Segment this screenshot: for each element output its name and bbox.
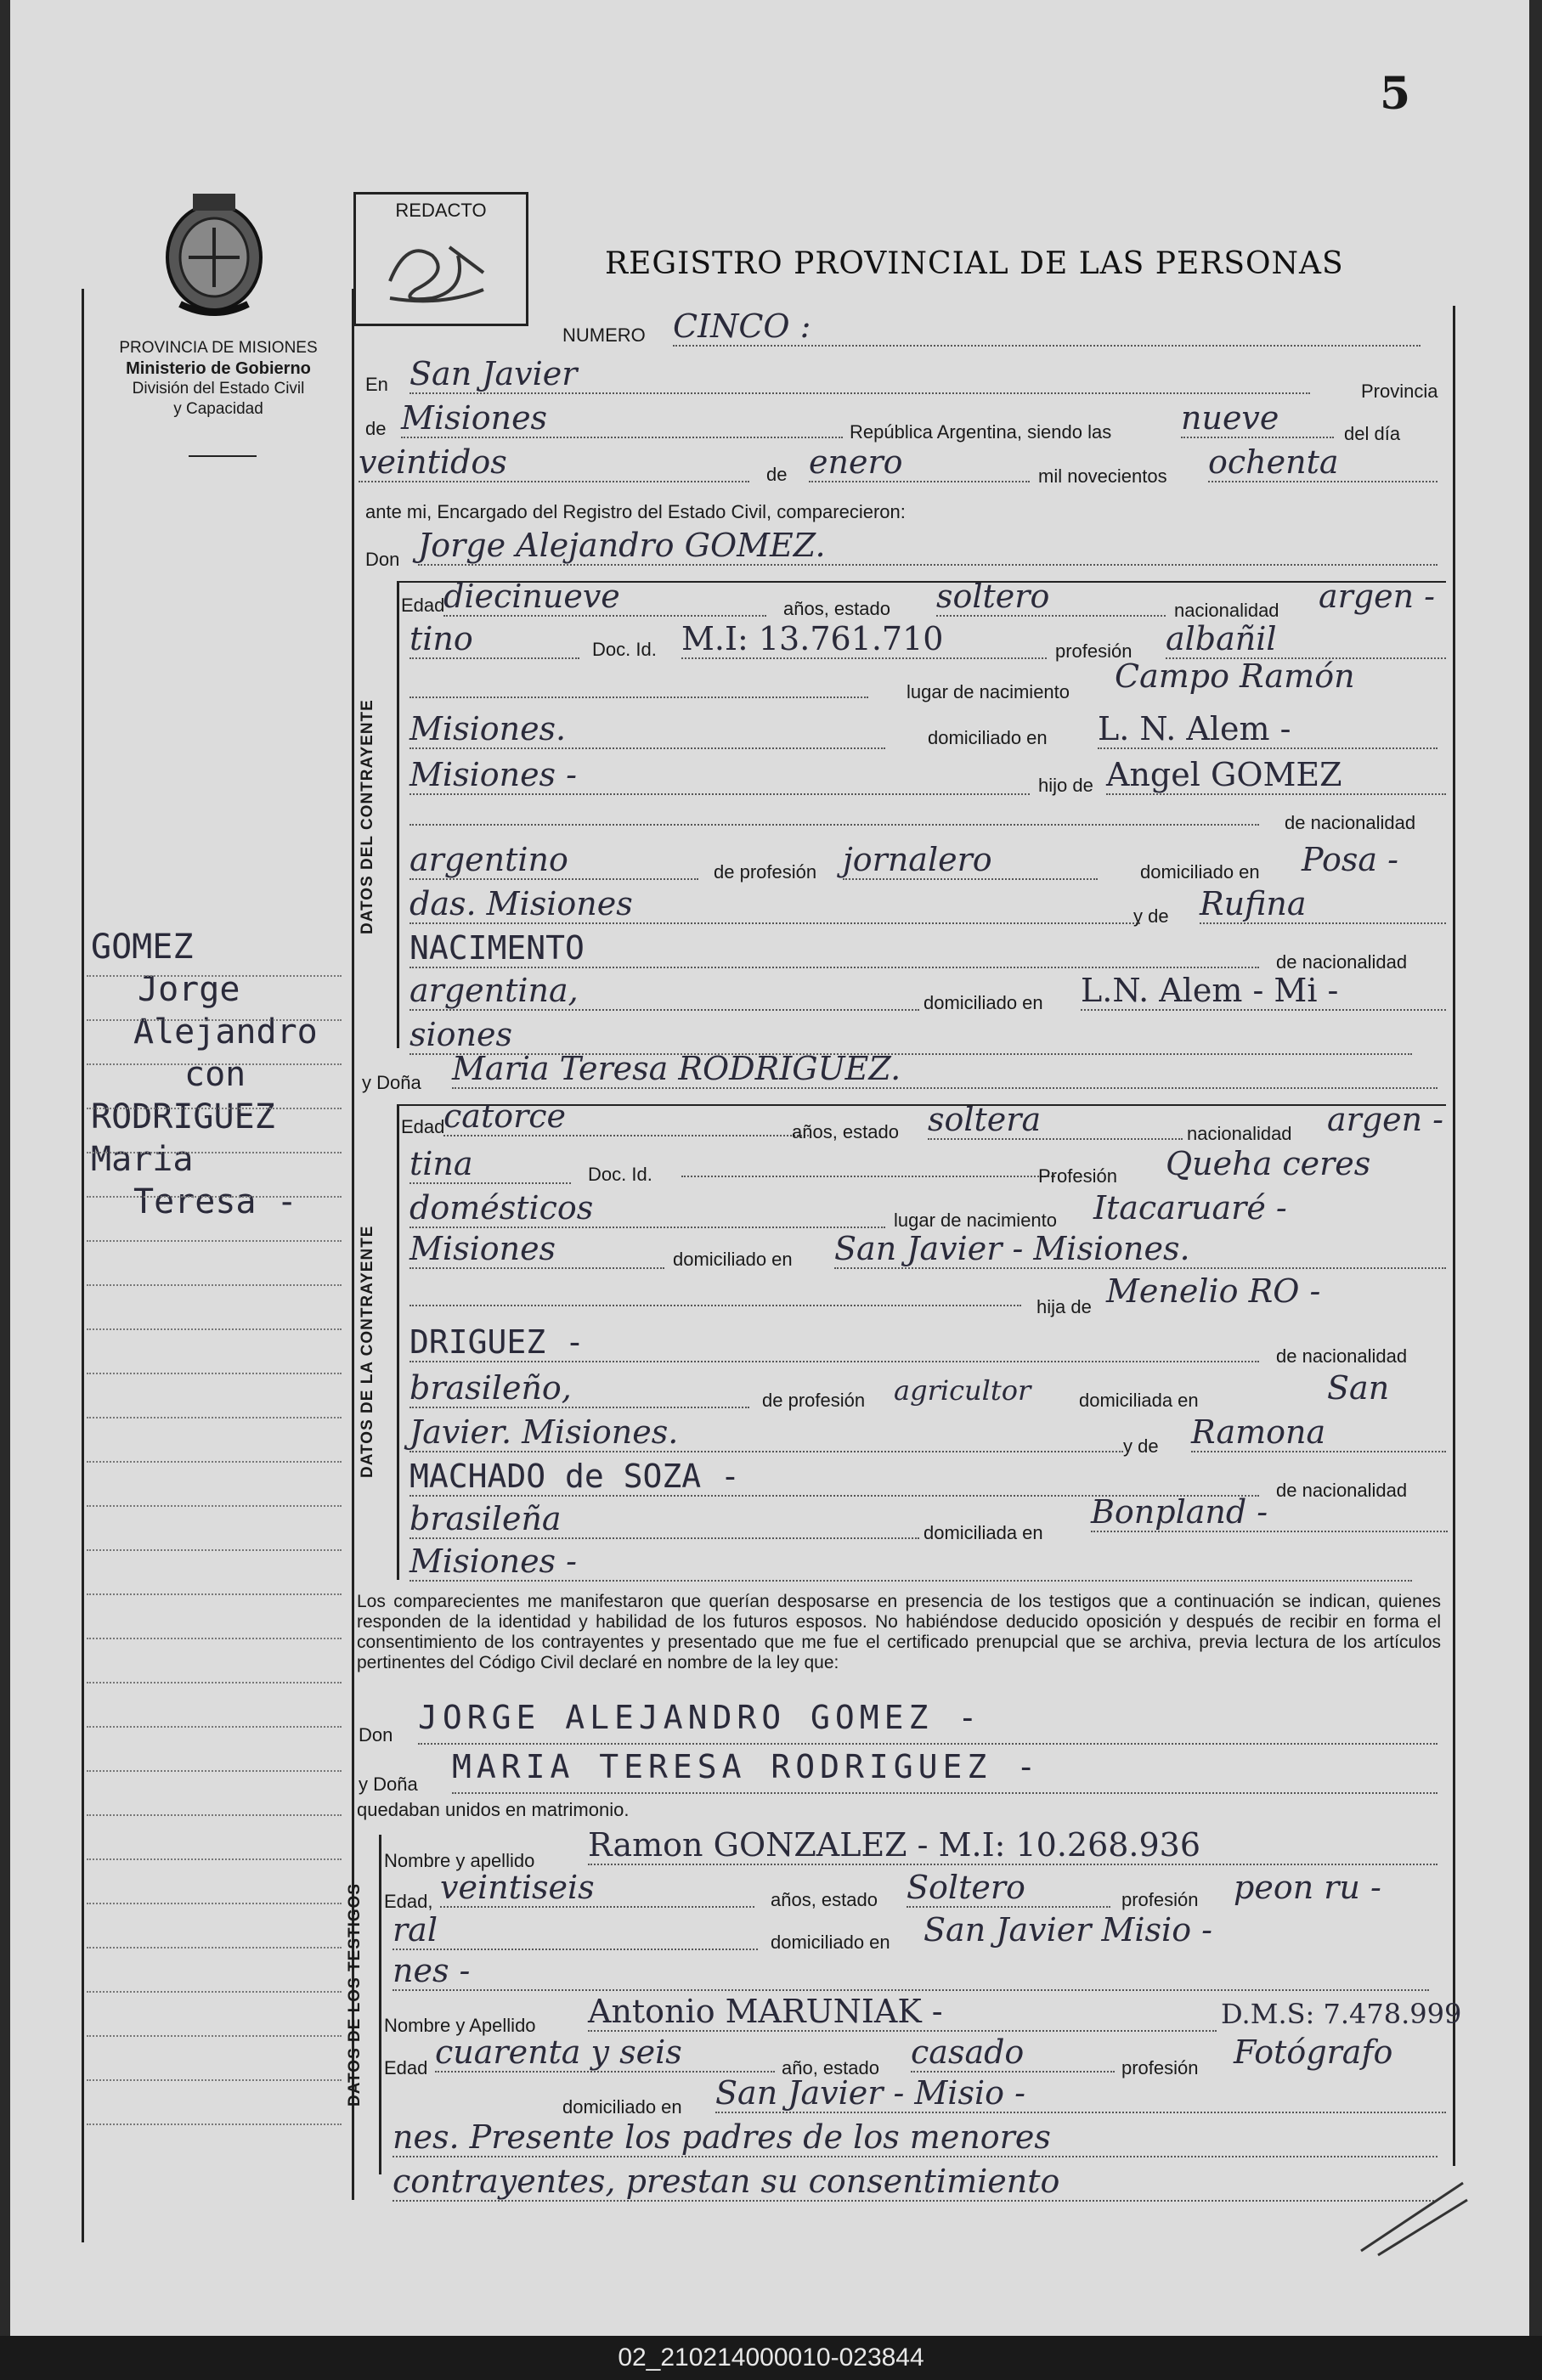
en-label: En: [365, 374, 388, 395]
contrayenta-section-label: DATOS DE LA CONTRAYENTE: [359, 1225, 376, 1478]
madre-domicilio: L.N. Alem - Mi -: [1081, 972, 1446, 1011]
contrayente-madre: Rufina: [1200, 885, 1446, 924]
t1-estado: Soltero: [907, 1869, 1110, 1908]
madre-cont: NACIMENTO: [410, 929, 1259, 968]
margin-line6: Maria: [91, 1140, 194, 1179]
contrayenta-padre-dom-label: domiciliada en: [1079, 1390, 1199, 1411]
contrayenta-padre-prof-label: de profesión: [762, 1390, 866, 1411]
contrayenta-nac-cont: tina: [410, 1145, 571, 1184]
declaracion-dona-label: y Doña: [359, 1774, 418, 1795]
padre-domicilio-label: domiciliado en: [1140, 861, 1260, 883]
left-rule: [82, 289, 84, 2242]
nacionalidad-label-2: nacionalidad: [1187, 1123, 1292, 1144]
contrayenta-madre-dom-cont: Misiones -: [410, 1542, 1412, 1582]
contrayenta-domicilio: San Javier - Misiones.: [834, 1230, 1446, 1269]
ante-text: ante mi, Encargado del Registro del Estado Civil, comparecieron:: [365, 501, 906, 522]
contrayenta-profesion: Queha ceres: [1166, 1145, 1371, 1182]
issuer-block: [95, 338, 342, 420]
de-nacionalidad-label-3: de nacionalidad: [1276, 1345, 1408, 1367]
t2-anios-label: año, estado: [782, 2057, 879, 2078]
margin-line1: GOMEZ: [91, 928, 194, 967]
contrayente-edad: diecinueve: [443, 578, 766, 617]
contrayente-section-label: DATOS DEL CONTRAYENTE: [359, 699, 376, 934]
page-number: 5: [1380, 68, 1411, 120]
nota-line2: contrayentes, prestan su consentimiento: [393, 2163, 1438, 2202]
t2-doc: D.M.S: 7.478.999: [1221, 1998, 1462, 2030]
issuer-divider: [189, 455, 257, 457]
lugar-nac-label: lugar de nacimiento: [907, 681, 1070, 702]
doc-label: Doc. Id.: [592, 639, 657, 660]
profesion-label-2: Profesión: [1038, 1165, 1117, 1187]
anios-label-2: años, estado: [792, 1121, 899, 1142]
declaracion-dona: MARIA TERESA RODRIGUEZ -: [452, 1748, 1438, 1794]
contrayente-domicilio: L. N. Alem -: [1098, 710, 1438, 749]
register-title: REGISTRO PROVINCIAL DE LAS PERSONAS: [605, 246, 1344, 281]
contrayenta-madre-dom-label: domiciliada en: [924, 1522, 1043, 1543]
contrayente-domicilio-cont: Misiones -: [410, 756, 1030, 795]
dia-value: veintidos: [359, 443, 749, 482]
padre-domicilio: Posa -: [1302, 841, 1398, 878]
t2-dom: San Javier - Misio -: [715, 2074, 1446, 2113]
contrayenta-padre-dom: San: [1327, 1369, 1390, 1407]
y-de-label-2: y de: [1123, 1435, 1159, 1457]
edad-label: Edad: [401, 595, 445, 616]
padre-profesion-label: de profesión: [714, 861, 817, 883]
t2-estado: casado: [911, 2033, 1115, 2073]
edad-label-2: Edad: [401, 1116, 445, 1137]
t2-nombre: Antonio MARUNIAK -: [588, 1993, 1217, 2032]
t1-prof-cont: ral: [393, 1911, 758, 1950]
de-nacionalidad-label2: de nacionalidad: [1276, 951, 1408, 973]
hija-label: hija de: [1036, 1296, 1092, 1317]
contrayente-profesion: albañil: [1166, 620, 1446, 659]
t1-dom: San Javier Misio -: [924, 1911, 1212, 1949]
margin-note: [91, 926, 318, 1223]
testigos-section-label: DATOS DE LOS TESTIGOS: [346, 1882, 364, 2106]
contrayenta-padre-cont: DRIGUEZ -: [410, 1323, 1259, 1362]
dona-label: y Doña: [362, 1072, 421, 1093]
seal-emblem: [155, 185, 274, 321]
contrayenta-madre-cont: MACHADO de SOZA -: [410, 1458, 1259, 1497]
padre-profesion: jornalero: [843, 841, 1098, 880]
contrayente-nombre: Jorge Alejandro GOMEZ.: [418, 527, 1438, 566]
don-label: Don: [365, 549, 400, 570]
contrayenta-lugar-nac: Itacaruaré -: [1093, 1189, 1287, 1227]
margin-line2: Jorge: [138, 970, 240, 1009]
issuer-line4: y Capacidad: [173, 400, 263, 418]
numero-value: CINCO :: [673, 307, 1421, 347]
t2-dom-label: domiciliado en: [562, 2096, 682, 2118]
anios-label: años, estado: [783, 598, 890, 619]
lugar-nac-label-2: lugar de nacimiento: [894, 1210, 1058, 1231]
t1-anios-label: años, estado: [771, 1889, 878, 1910]
redacto-stamp: [353, 192, 528, 326]
contrayenta-edad: catorce: [443, 1097, 809, 1136]
contrayenta-madre-dom: Bonpland -: [1091, 1493, 1448, 1532]
contrayenta-madre-nac: brasileña: [410, 1500, 919, 1539]
closing-marks: [1353, 2174, 1471, 2259]
contrayenta-profesion-cont: domésticos: [410, 1189, 885, 1228]
archive-footer: 02_210214000010-023844: [0, 2336, 1542, 2380]
de-nacionalidad-label-4: de nacionalidad: [1276, 1480, 1408, 1501]
t1-edad: veintiseis: [440, 1869, 754, 1908]
madre-nacionalidad: argentina,: [410, 972, 919, 1011]
hora-value: nueve: [1181, 399, 1334, 438]
republica-label: República Argentina, siendo las: [850, 421, 1112, 443]
hijo-label: hijo de: [1038, 775, 1093, 796]
contrayenta-padre: Menelio RO -: [1106, 1272, 1321, 1310]
contrayente-nacionalidad: argen -: [1319, 578, 1436, 615]
contrayenta-nacionalidad: argen -: [1327, 1101, 1444, 1138]
contrayente-lugar-nac: Campo Ramón: [1115, 657, 1355, 695]
contrayenta-padre-prof: agricultor: [894, 1374, 1031, 1407]
declaracion-text: Los comparecientes me manifestaron que querían desposarse en presencia de los testigos que a continuación se indican, quienes responden de la identidad y habilidad de los futuros esposos. No habiéndose deducido oposición y después de recibir en forma el consentimiento de los contrayentes y presentado que me fue el certificado prenupcial que se archiva, previa lectura de los artículos pertinentes del Código Civil declaré en nombre de la ley que:: [357, 1592, 1441, 1672]
contrayente-nac-cont: tino: [410, 620, 579, 659]
provincia-label: Provincia: [1361, 381, 1438, 402]
t1-edad-label: Edad,: [384, 1891, 433, 1912]
y-de-label: y de: [1133, 905, 1169, 927]
margin-line7: Teresa -: [133, 1182, 297, 1221]
contrayente-estado: soltero: [936, 578, 1166, 617]
padre-domicilio-cont: das. Misiones: [410, 885, 1140, 924]
t2-prof: Fotógrafo: [1234, 2033, 1393, 2071]
stamp-label: REDACTO: [395, 200, 487, 221]
margin-line5: RODRIGUEZ: [91, 1097, 275, 1136]
madre-domicilio-cont: siones: [410, 1016, 1412, 1055]
madre-domicilio-label: domiciliado en: [924, 992, 1043, 1013]
provincia-value: Misiones: [401, 399, 843, 438]
issuer-line3: División del Estado Civil: [132, 380, 305, 398]
domiciliado-label-2: domiciliado en: [673, 1249, 793, 1270]
t1-dom-label: domiciliado en: [771, 1932, 890, 1953]
anio-value: ochenta: [1208, 443, 1438, 482]
doc-label-2: Doc. Id.: [588, 1164, 652, 1185]
t1-prof: peon ru -: [1234, 1869, 1381, 1906]
signature-icon: [356, 222, 526, 315]
de-label: de: [365, 418, 387, 439]
t2-prof-label: profesión: [1121, 2057, 1199, 2078]
t2-nombre-label: Nombre y Apellido: [384, 2015, 536, 2036]
register-page: [10, 0, 1529, 2336]
t1-prof-label: profesión: [1121, 1889, 1199, 1910]
de-nacionalidad-label: de nacionalidad: [1285, 812, 1416, 833]
domiciliado-label: domiciliado en: [928, 727, 1048, 748]
contrayenta-padre-nac: brasileño,: [410, 1369, 749, 1408]
numero-label: NUMERO: [562, 324, 646, 346]
lugar-value: San Javier: [410, 355, 1310, 394]
declaracion-don: JORGE ALEJANDRO GOMEZ -: [418, 1699, 1438, 1745]
t2-edad: cuarenta y seis: [435, 2033, 775, 2073]
declaracion-don-label: Don: [359, 1724, 393, 1746]
mil-label: mil novecientos: [1038, 465, 1167, 487]
issuer-line1: PROVINCIA DE MISIONES: [119, 339, 318, 357]
t1-dom-cont: nes -: [393, 1952, 1429, 1991]
t2-edad-label: Edad: [384, 2057, 428, 2078]
t1-nombre: Ramon GONZALEZ - M.I: 10.268.936: [588, 1826, 1438, 1865]
padre-nacionalidad: argentino: [410, 841, 698, 880]
unidos-text: quedaban unidos en matrimonio.: [357, 1799, 630, 1820]
profesion-label: profesión: [1055, 640, 1132, 662]
issuer-line2: Ministerio de Gobierno: [126, 359, 311, 378]
del-dia-label: del día: [1344, 423, 1401, 444]
contrayente-padre: Angel GOMEZ: [1106, 756, 1446, 795]
mes-value: enero: [809, 443, 1030, 482]
t1-nombre-label: Nombre y apellido: [384, 1850, 535, 1871]
margin-line3: Alejandro: [133, 1012, 318, 1052]
contrayenta-madre: Ramona: [1191, 1413, 1446, 1452]
contrayenta-nombre: Maria Teresa RODRIGUEZ.: [452, 1050, 1438, 1089]
margin-line4: con: [184, 1055, 246, 1094]
nacionalidad-label: nacionalidad: [1174, 600, 1279, 621]
contrayente-doc: M.I: 13.761.710: [681, 620, 1047, 659]
contrayente-lugar-nac-cont: Misiones.: [410, 710, 885, 749]
contrayenta-lugar-nac-cont: Misiones: [410, 1230, 664, 1269]
contrayenta-padre-dom-cont: Javier. Misiones.: [410, 1413, 1123, 1452]
de-label2: de: [766, 464, 788, 485]
contrayenta-estado: soltera: [928, 1101, 1183, 1140]
nota-line1: nes. Presente los padres de los menores: [393, 2118, 1438, 2157]
